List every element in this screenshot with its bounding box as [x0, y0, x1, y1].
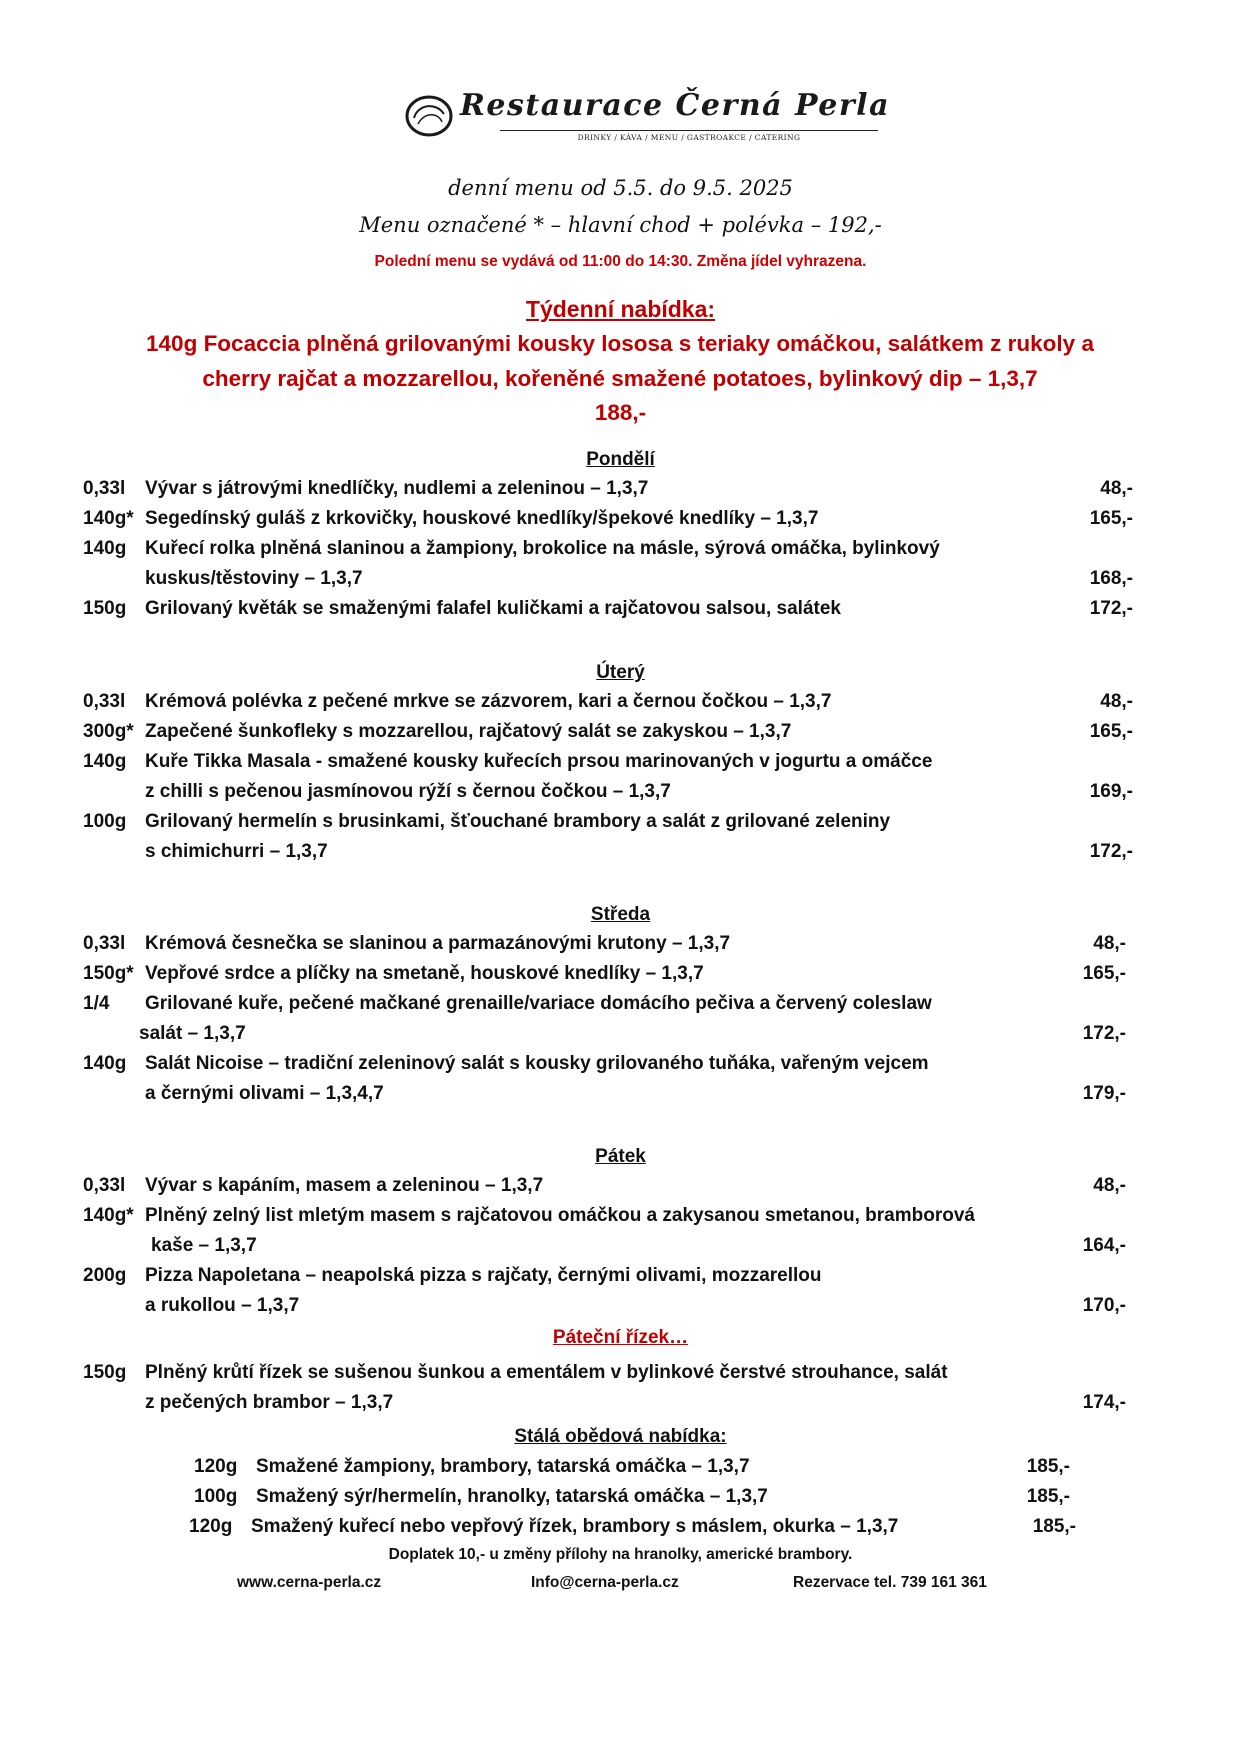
menu-item: [0, 717, 1241, 747]
item-price: 170,-: [1082, 1295, 1126, 1316]
item-price: 168,-: [1089, 568, 1133, 589]
item-price: 48,-: [1093, 933, 1126, 954]
menu-item: [0, 1261, 1241, 1291]
day-title-monday: Pondělí: [586, 449, 655, 470]
item-price: 48,-: [1100, 691, 1133, 712]
item-text: Krémová polévka z pečené mrkve se zázvorem, kari a černou čočkou – 1,3,7: [145, 691, 832, 712]
item-price: 48,-: [1093, 1175, 1126, 1196]
menu-item: [0, 929, 1241, 959]
reservation-phone: Rezervace tel. 739 161 361: [793, 1574, 987, 1591]
weekly-offer-title: Týdenní nabídka:: [525, 296, 716, 322]
item-weight: 140g: [83, 1053, 127, 1074]
menu-item-continuation: [0, 564, 1241, 594]
item-weight: 150g: [83, 1362, 127, 1383]
menu-item: [0, 989, 1241, 1019]
friday-special-title: Páteční řízek…: [552, 1327, 689, 1348]
item-text: Grilovaný květák se smaženými falafel kuličkami a rajčatovou salsou, salátek: [145, 598, 841, 619]
item-price: 169,-: [1089, 781, 1133, 802]
item-text: Krémová česnečka se slaninou a parmazánovými krutony – 1,3,7: [145, 933, 731, 954]
item-weight: 150g: [83, 598, 127, 619]
restaurant-logo: [400, 86, 900, 152]
menu-item: [0, 1452, 1241, 1482]
item-price: 172,-: [1089, 841, 1133, 862]
website-link[interactable]: www.cerna-perla.cz: [237, 1574, 382, 1591]
item-text-continued: s chimichurri – 1,3,7: [145, 841, 328, 862]
item-weight: 0,33l: [83, 933, 126, 954]
menu-item-continuation: [0, 1231, 1241, 1261]
menu-item: [0, 1049, 1241, 1079]
menu-item-continuation: [0, 1388, 1241, 1418]
item-text-continued: salát – 1,3,7: [139, 1023, 246, 1044]
item-text: Smažený kuřecí nebo vepřový řízek, brambory s máslem, okurka – 1,3,7: [251, 1516, 899, 1537]
item-text: Segedínský guláš z krkovičky, houskové knedlíky/špekové knedlíky – 1,3,7: [145, 508, 819, 529]
menu-item: [0, 1358, 1241, 1388]
day-title-friday: Pátek: [595, 1146, 646, 1167]
item-text: Vývar s kapáním, masem a zeleninou – 1,3,7: [145, 1175, 544, 1196]
item-text-continued: z pečených brambor – 1,3,7: [145, 1392, 394, 1413]
item-text: Grilované kuře, pečené mačkané grenaille/variace domácího pečiva a červený coleslaw: [145, 993, 932, 1014]
item-price: 179,-: [1082, 1083, 1126, 1104]
menu-item: [0, 1171, 1241, 1201]
item-price: 165,-: [1089, 508, 1133, 529]
item-price: 165,-: [1089, 721, 1133, 742]
item-price: 185,-: [1032, 1516, 1076, 1537]
logo-divider: [500, 130, 878, 131]
combo-offer: Menu označené * – hlavní chod + polévka – 192,-: [359, 213, 882, 237]
menu-item: [0, 959, 1241, 989]
item-text-continued: a rukollou – 1,3,7: [145, 1295, 300, 1316]
menu-item-continuation: [0, 777, 1241, 807]
menu-item: [0, 1201, 1241, 1231]
item-weight: 1/4: [83, 993, 110, 1014]
item-text-continued: a černými olivami – 1,3,4,7: [145, 1083, 384, 1104]
item-text: Grilovaný hermelín s brusinkami, šťouchané brambory a salát z grilované zeleniny: [145, 811, 891, 832]
item-weight: 140g*: [83, 508, 134, 529]
item-text-continued: kuskus/těstoviny – 1,3,7: [145, 568, 363, 589]
menu-item-continuation: [0, 1291, 1241, 1321]
menu-item: [0, 747, 1241, 777]
item-text: Salát Nicoise – tradiční zeleninový salát s kousky grilovaného tuňáka, vařeným vejcem: [145, 1053, 929, 1074]
item-price: 48,-: [1100, 478, 1133, 499]
item-price: 164,-: [1082, 1235, 1126, 1256]
item-weight: 140g: [83, 538, 127, 559]
item-text: Zapečené šunkofleky s mozzarellou, rajčatový salát se zakyskou – 1,3,7: [145, 721, 792, 742]
side-dish-surcharge: Doplatek 10,- u změny přílohy na hranolky, americké brambory.: [388, 1546, 853, 1563]
item-weight: 100g: [194, 1486, 238, 1507]
item-text: Pizza Napoletana – neapolská pizza s rajčaty, černými olivami, mozzarellou: [145, 1265, 822, 1286]
item-text-continued: z chilli s pečenou jasmínovou rýží s černou čočkou – 1,3,7: [145, 781, 671, 802]
item-weight: 0,33l: [83, 691, 126, 712]
weekly-offer-line1: 140g Focaccia plněná grilovanými kousky lososa s teriaky omáčkou, salátkem z rukoly a: [146, 331, 1094, 356]
item-text: Vývar s játrovými knedlíčky, nudlemi a zeleninou – 1,3,7: [145, 478, 649, 499]
item-text: Plněný krůtí řízek se sušenou šunkou a ementálem v bylinkové čerstvé strouhance, salát: [145, 1362, 948, 1383]
menu-item: [0, 1482, 1241, 1512]
day-title-wednesday: Středa: [590, 904, 651, 925]
standing-offer-title: Stálá obědová nabídka:: [514, 1426, 727, 1447]
item-text: Vepřové srdce a plíčky na smetaně, houskové knedlíky – 1,3,7: [145, 963, 704, 984]
menu-item-continuation: [0, 837, 1241, 867]
email-link[interactable]: Info@cerna-perla.cz: [531, 1574, 679, 1591]
service-notice: Polední menu se vydává od 11:00 do 14:30. Změna jídel vyhrazena.: [374, 253, 867, 270]
menu-item-continuation: [0, 1079, 1241, 1109]
item-price: 165,-: [1082, 963, 1126, 984]
menu-item: [0, 504, 1241, 534]
item-text: Plněný zelný list mletým masem s rajčatovou omáčkou a zakysanou smetanou, bramborová: [145, 1205, 975, 1226]
item-text: Kuřecí rolka plněná slaninou a žampiony, brokolice na másle, sýrová omáčka, bylinkový: [145, 538, 940, 559]
item-weight: 0,33l: [83, 1175, 126, 1196]
item-weight: 200g: [83, 1265, 127, 1286]
restaurant-name: Restaurace Černá Perla: [460, 88, 891, 123]
day-title-tuesday: Úterý: [596, 662, 645, 683]
pearl-shell-icon: [404, 94, 454, 138]
item-weight: 140g*: [83, 1205, 134, 1226]
weekly-offer-line2: cherry rajčat a mozzarellou, kořeněné smažené potatoes, bylinkový dip – 1,3,7: [202, 366, 1038, 391]
item-price: 172,-: [1089, 598, 1133, 619]
item-price: 172,-: [1082, 1023, 1126, 1044]
item-price: 185,-: [1026, 1486, 1070, 1507]
item-text-continued: kaše – 1,3,7: [151, 1235, 257, 1256]
item-weight: 300g*: [83, 721, 134, 742]
item-weight: 140g: [83, 751, 127, 772]
item-text: Smažené žampiony, brambory, tatarská omáčka – 1,3,7: [256, 1456, 750, 1477]
item-text: Kuře Tikka Masala - smažené kousky kuřecích prsou marinovaných v jogurtu a omáčce: [145, 751, 933, 772]
menu-item: [0, 534, 1241, 564]
item-weight: 150g*: [83, 963, 134, 984]
item-text: Smažený sýr/hermelín, hranolky, tatarská omáčka – 1,3,7: [256, 1486, 768, 1507]
item-weight: 0,33l: [83, 478, 126, 499]
menu-item: [0, 807, 1241, 837]
item-weight: 120g: [194, 1456, 238, 1477]
item-weight: 100g: [83, 811, 127, 832]
restaurant-tagline: DRINKY / KÁVA / MENU / GASTROAKCE / CATERING: [577, 133, 801, 142]
weekly-offer-price: 188,-: [594, 400, 647, 425]
item-price: 174,-: [1082, 1392, 1126, 1413]
menu-item: [0, 1512, 1241, 1542]
menu-item-continuation: [0, 1019, 1241, 1049]
item-price: 185,-: [1026, 1456, 1070, 1477]
item-weight: 120g: [189, 1516, 233, 1537]
menu-item: [0, 594, 1241, 624]
menu-item: [0, 474, 1241, 504]
menu-item: [0, 687, 1241, 717]
menu-date-range: denní menu od 5.5. do 9.5. 2025: [448, 176, 793, 200]
